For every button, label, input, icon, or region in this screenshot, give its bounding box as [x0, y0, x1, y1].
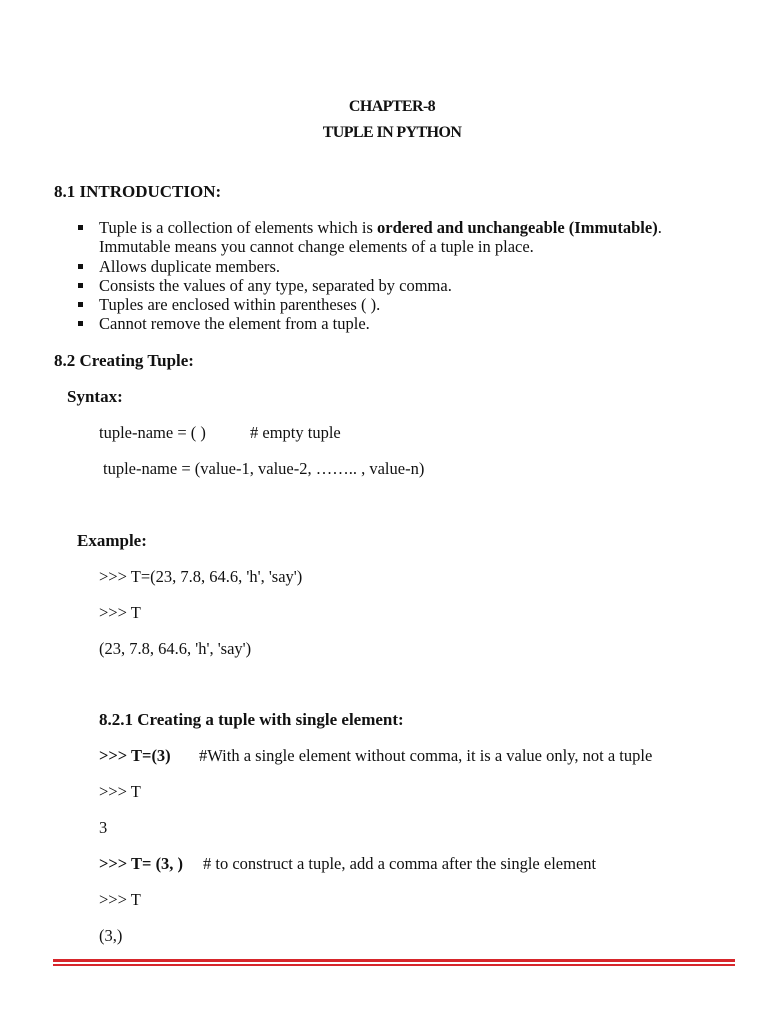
- list-item: [77, 314, 662, 333]
- bullet-square-icon: [78, 302, 83, 307]
- example-line: >>> T=(23, 7.8, 64.6, 'h', 'say'): [99, 567, 303, 586]
- single-code-comment: # to construct a tuple, add a comma after the single element: [203, 854, 597, 873]
- bullet-bold-text: ordered and unchangeable (Immutable): [377, 218, 658, 237]
- syntax-label: Syntax:: [67, 387, 123, 406]
- bullet-text: Tuple is a collection of elements which is: [99, 218, 378, 237]
- single-code-line: >>> T: [99, 782, 141, 801]
- bullet-text: Consists the values of any type, separated by comma.: [99, 275, 452, 295]
- syntax-empty-tuple-code: tuple-name = ( ): [99, 423, 206, 442]
- section-heading-introduction: 8.1 INTRODUCTION:: [54, 182, 222, 201]
- example-output: (23, 7.8, 64.6, 'h', 'say'): [99, 639, 252, 658]
- introduction-bullet-list: [77, 218, 662, 334]
- chapter-title: TUPLE IN PYTHON: [322, 124, 462, 141]
- footer-rule: [53, 959, 735, 962]
- list-item: [77, 295, 662, 314]
- bullet-text: Allows duplicate members.: [99, 256, 281, 276]
- example-line: >>> T: [99, 603, 141, 622]
- single-code-output: 3: [99, 818, 108, 837]
- bullet-square-icon: [78, 321, 83, 326]
- list-item: [77, 218, 662, 257]
- bullet-text: .: [657, 218, 662, 237]
- bullet-square-icon: [78, 225, 83, 230]
- example-label: Example:: [77, 531, 147, 550]
- single-code-line: >>> T: [99, 890, 141, 909]
- single-code-comment: #With a single element without comma, it is a value only, not a tuple: [199, 746, 653, 765]
- bullet-text: Cannot remove the element from a tuple.: [99, 314, 370, 334]
- syntax-empty-tuple-comment: # empty tuple: [250, 423, 341, 442]
- bullet-text-continued: Immutable means you cannot change elements of a tuple in place.: [99, 237, 534, 257]
- footer-rule: [53, 964, 735, 966]
- bullet-square-icon: [78, 264, 83, 269]
- single-code-line: >>> T= (3, ): [99, 854, 184, 873]
- bullet-text: Tuples are enclosed within parentheses ( ).: [99, 295, 381, 315]
- single-code-line: >>> T=(3): [99, 746, 171, 765]
- list-item: [77, 276, 662, 295]
- list-item: [77, 257, 662, 276]
- single-code-output: (3,): [99, 926, 123, 945]
- bullet-square-icon: [78, 283, 83, 288]
- subsection-heading-single-element: 8.2.1 Creating a tuple with single element:: [99, 710, 404, 729]
- syntax-tuple-values: tuple-name = (value-1, value-2, …….. , value-n): [103, 459, 425, 478]
- section-heading-creating-tuple: 8.2 Creating Tuple:: [54, 351, 194, 370]
- chapter-number: CHAPTER-8: [348, 98, 436, 115]
